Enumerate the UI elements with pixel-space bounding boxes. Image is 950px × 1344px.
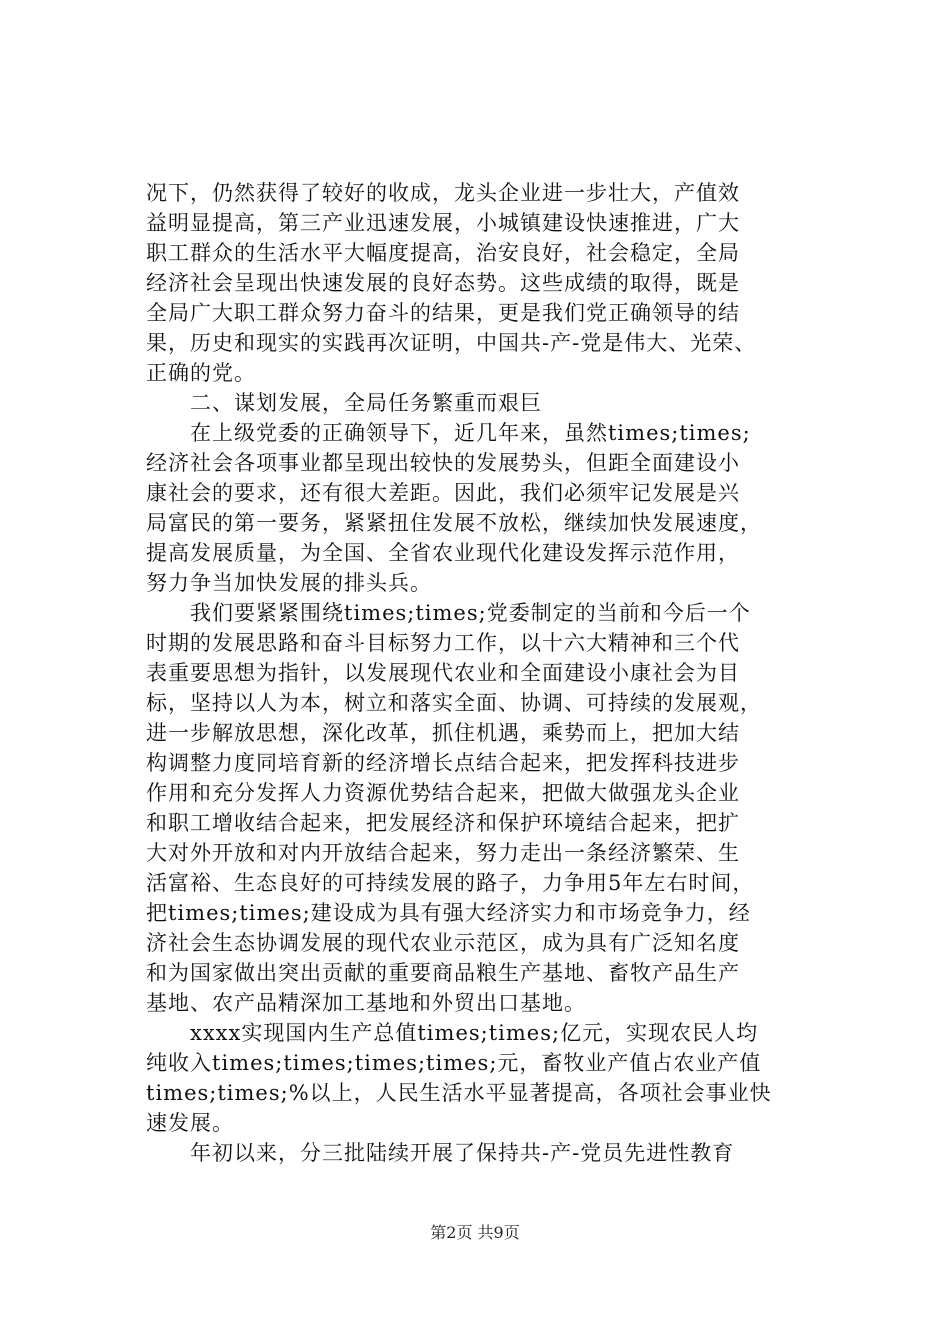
- text-line: 提高发展质量，为全国、全省农业现代化建设发挥示范作用，: [146, 541, 740, 565]
- text-line: 努力争当加快发展的排头兵。: [146, 571, 432, 595]
- page-footer: 第2页 共9页: [430, 1223, 520, 1242]
- text-line: 职工群众的生活水平大幅度提高，治安良好，社会稳定，全局: [146, 241, 740, 265]
- text-line: 速发展。: [146, 1111, 234, 1135]
- text-line: 济社会生态协调发展的现代农业示范区，成为具有广泛知名度: [146, 931, 740, 955]
- text-line: 大对外开放和对内开放结合起来，努力走出一条经济繁荣、生: [146, 841, 740, 865]
- text-line: xxxx实现国内生产总值times;times;亿元，实现农民人均: [146, 1021, 759, 1045]
- text-line: 年初以来，分三批陆续开展了保持共-产-党员先进性教育: [146, 1141, 735, 1165]
- text-line: 进一步解放思想，深化改革，抓住机遇，乘势而上，把加大结: [146, 721, 740, 745]
- text-line: 况下，仍然获得了较好的收成，龙头企业进一步壮大，产值效: [146, 181, 740, 205]
- text-line: 我们要紧紧围绕times;times;党委制定的当前和今后一个: [146, 601, 751, 625]
- text-line: 果，历史和现实的实践再次证明，中国共-产-党是伟大、光荣、: [146, 331, 757, 355]
- text-line: 和为国家做出突出贡献的重要商品粮生产基地、畜牧产品生产: [146, 961, 740, 985]
- text-line: 局富民的第一要务，紧紧扭住发展不放松，继续加快发展速度，: [146, 511, 762, 535]
- text-line: 构调整力度同培育新的经济增长点结合起来，把发挥科技进步: [146, 751, 740, 775]
- text-line: 纯收入times;times;times;times;元，畜牧业产值占农业产值: [146, 1051, 762, 1075]
- section-heading: 二、谋划发展，全局任务繁重而艰巨: [146, 391, 542, 415]
- text-line: 益明显提高，第三产业迅速发展，小城镇建设快速推进，广大: [146, 211, 740, 235]
- text-line: 全局广大职工群众努力奋斗的结果，更是我们党正确领导的结: [146, 301, 740, 325]
- text-line: 作用和充分发挥人力资源优势结合起来，把做大做强龙头企业: [146, 781, 740, 805]
- text-line: 时期的发展思路和奋斗目标努力工作，以十六大精神和三个代: [146, 631, 740, 655]
- text-line: 在上级党委的正确领导下，近几年来，虽然times;times;: [146, 421, 751, 445]
- text-line: 和职工增收结合起来，把发展经济和保护环境结合起来，把扩: [146, 811, 740, 835]
- text-line: 经济社会呈现出快速发展的良好态势。这些成绩的取得，既是: [146, 271, 740, 295]
- text-line: 康社会的要求，还有很大差距。因此，我们必须牢记发展是兴: [146, 481, 740, 505]
- text-line: 经济社会各项事业都呈现出较快的发展势头，但距全面建设小: [146, 451, 740, 475]
- text-line: 活富裕、生态良好的可持续发展的路子，力争用5年左右时间，: [146, 871, 755, 895]
- text-line: 基地、农产品精深加工基地和外贸出口基地。: [146, 991, 586, 1015]
- text-line: times;times;%以上，人民生活水平显著提高，各项社会事业快: [146, 1081, 772, 1105]
- text-line: 正确的党。: [146, 361, 256, 385]
- text-line: 标，坚持以人为本，树立和落实全面、协调、可持续的发展观，: [146, 691, 762, 715]
- text-line: 把times;times;建设成为具有强大经济实力和市场竞争力，经: [146, 901, 751, 925]
- text-line: 表重要思想为指针，以发展现代农业和全面建设小康社会为目: [146, 661, 740, 685]
